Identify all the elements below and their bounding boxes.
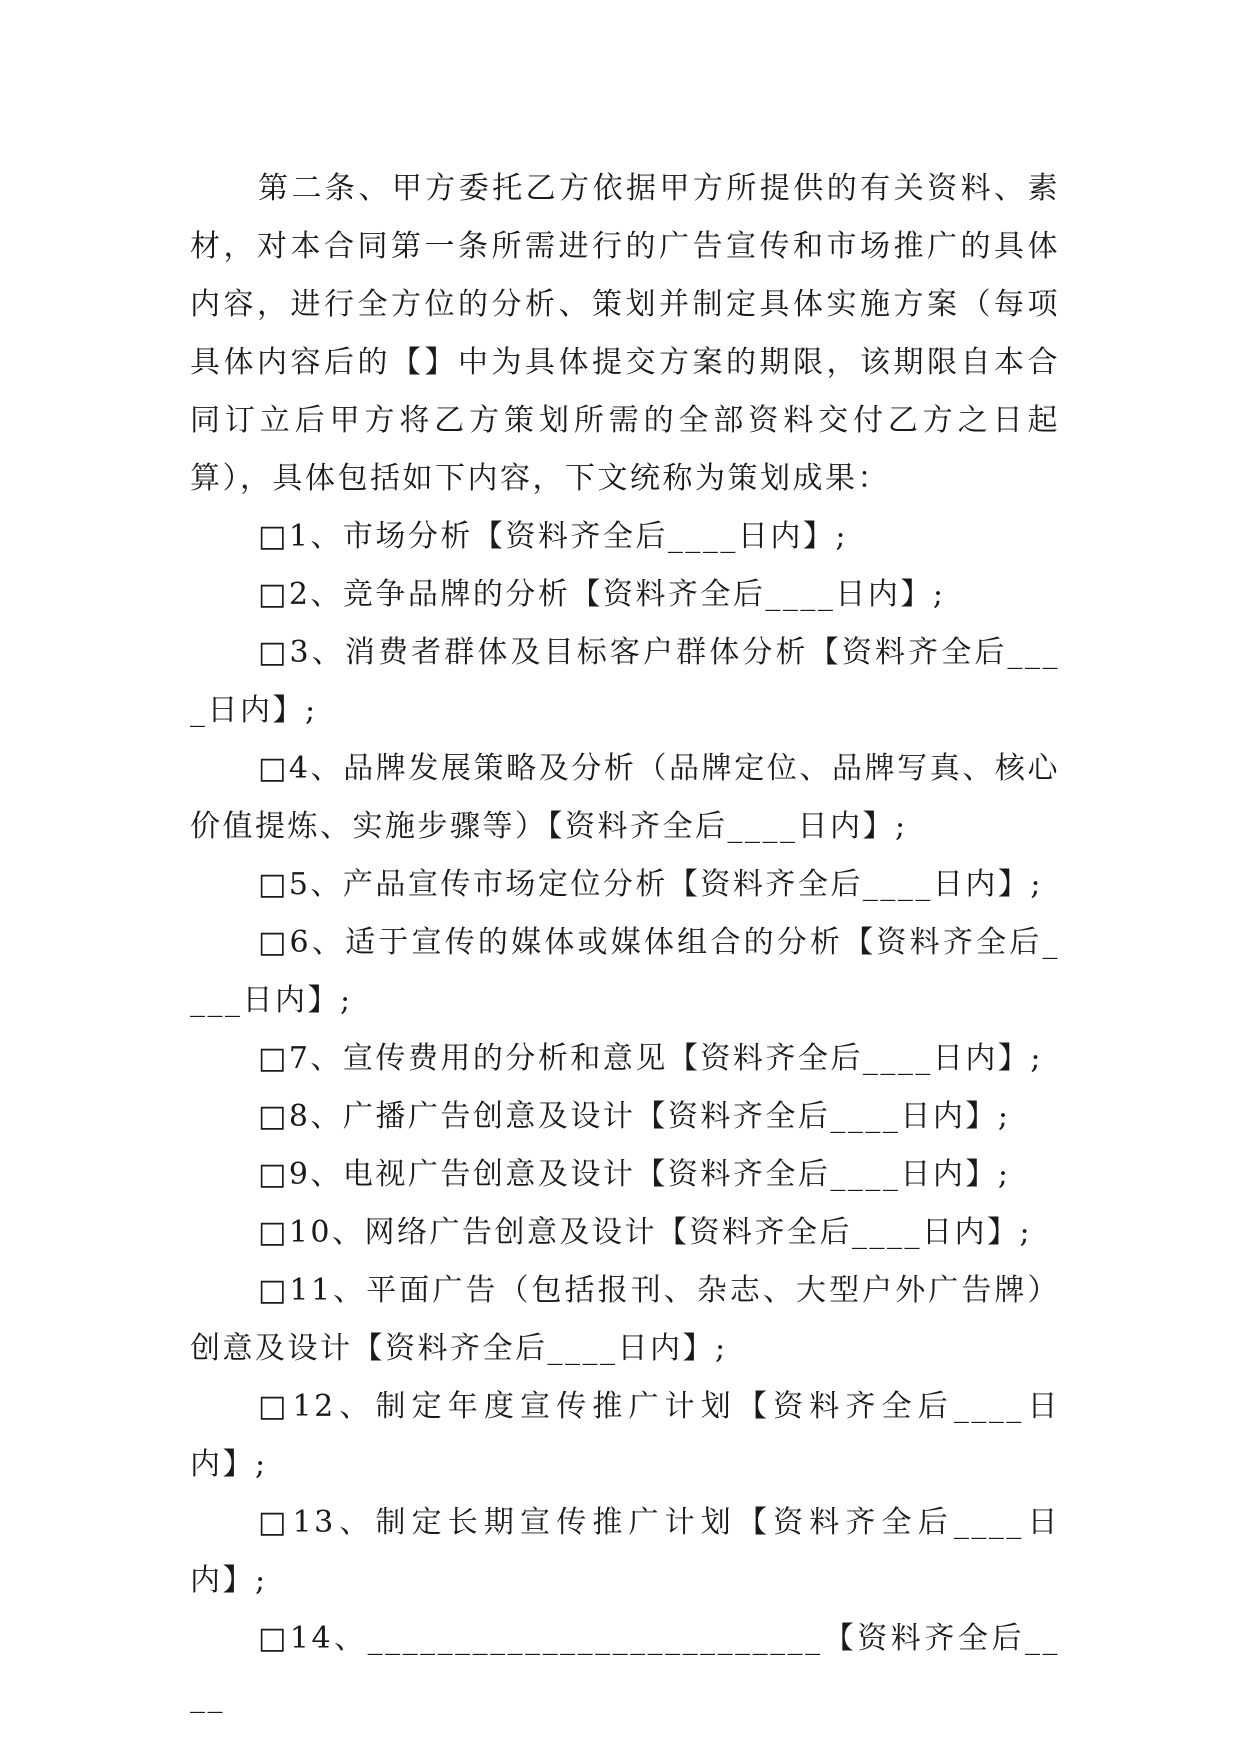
checklist-item-2: □2、竞争品牌的分析【资料齐全后____日内】; <box>258 577 946 612</box>
checklist-item-13: □13、制定长期宣传推广计划【资料齐全后____日内】; <box>190 1505 1060 1598</box>
checklist-item-7: □7、宣传费用的分析和意见【资料齐全后____日内】; <box>258 1041 1044 1076</box>
clause-2-paragraph: 第二条、甲方委托乙方依据甲方所提供的有关资料、素材，对本合同第一条所需进行的广告宣传和市场推广的具体内容，进行全方位的分析、策划并制定具体实施方案（每项具体内容后的【】中为具体提交方案的期限，该期限自本合同订立后甲方将乙方策划所需的全部资料交付乙方之日起算），具体包括如下内容，下文统称为策划成果： <box>190 171 1060 496</box>
checklist-item-6: □6、适于宣传的媒体或媒体组合的分析【资料齐全后____日内】; <box>190 925 1060 1018</box>
checklist-item-3: □3、消费者群体及目标客户群体分析【资料齐全后____日内】; <box>190 635 1060 728</box>
checklist-item-10: □10、网络广告创意及设计【资料齐全后____日内】; <box>258 1215 1033 1250</box>
checklist-item-1: □1、市场分析【资料齐全后____日内】; <box>258 519 849 554</box>
checklist-item-5: □5、产品宣传市场定位分析【资料齐全后____日内】; <box>258 867 1044 902</box>
contract-body <box>190 160 1060 1726</box>
checklist-item-12: □12、制定年度宣传推广计划【资料齐全后____日内】; <box>190 1389 1060 1482</box>
checklist-item-11: □11、平面广告（包括报刊、杂志、大型户外广告牌）创意及设计【资料齐全后____日内】; <box>190 1273 1060 1366</box>
checklist-item-9: □9、电视广告创意及设计【资料齐全后____日内】; <box>258 1157 1011 1192</box>
checklist-item-4: □4、品牌发展策略及分析（品牌定位、品牌写真、核心价值提炼、实施步骤等）【资料齐全后____日内】; <box>190 751 1060 844</box>
checklist-item-14: □14、__________________________【资料齐全后____ <box>190 1621 1060 1714</box>
checklist-item-8: □8、广播广告创意及设计【资料齐全后____日内】; <box>258 1099 1011 1134</box>
